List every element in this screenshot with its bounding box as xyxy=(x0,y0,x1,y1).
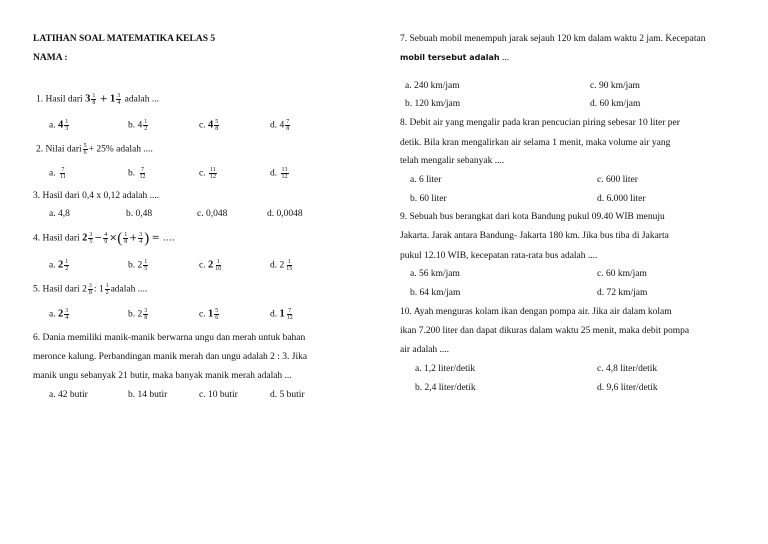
q4-option-b: b. 2 $\frac{1}{5}$ xyxy=(128,259,148,272)
q3-option-a: a. 4,8 xyxy=(49,209,70,219)
q5-option-d: d. 1 $\frac{7}{12}$ xyxy=(270,308,293,321)
question-1: 1. Hasil dari 3 $\frac{1}{8}$ + 1 $\frac{3}{4}$ adalah ... xyxy=(36,93,159,106)
q9-option-c: c. 60 km/jam xyxy=(597,269,647,279)
question-8-line-3: telah mengalir sebanyak .... xyxy=(400,156,505,166)
question-6-line-3: manik ungu sebanyak 21 butir, maka banyak manik merah adalah ... xyxy=(33,371,292,381)
q5-option-a: a. 2 $\frac{3}{4}$ xyxy=(49,308,69,321)
q9-option-d: d. 72 km/jam xyxy=(597,288,648,298)
q7-option-a: a. 240 km/jam xyxy=(405,81,460,91)
q7-option-d: d. 60 km/jam xyxy=(590,99,641,109)
q3-option-b: b. 0,48 xyxy=(126,209,153,219)
q1-option-c: c. 4 $\frac{5}{8}$ xyxy=(199,119,219,132)
name-label: NAMA : xyxy=(33,53,68,63)
question-6-line-2: meronce kalung. Perbandingan manik merah dan ungu adalah 2 : 3. Jika xyxy=(33,352,308,362)
q7-option-c: c. 90 km/jam xyxy=(590,81,640,91)
question-8-line-2: detik. Bila kran mengalirkan air selama 1 menit, maka volume air yang xyxy=(400,138,671,148)
q7-option-b: b. 120 km/jam xyxy=(405,99,461,109)
question-6-line-1: 6. Dania memiliki manik-manik berwarna ungu dan merah untuk bahan xyxy=(33,333,306,343)
q9-option-b: b. 64 km/jam xyxy=(410,288,461,298)
q10-option-a: a. 1,2 liter/detik xyxy=(415,364,476,374)
question-4: 4. Hasil dari 2 $\frac{3}{5}$ − $\frac{4}{9}$ ×( $\frac{1}{8}$ + $\frac{3}{4}$ ) = .... xyxy=(33,230,175,247)
q1-option-d: d. 4 $\frac{7}{8}$ xyxy=(270,119,290,132)
q4-option-c: c. 2 $\frac{1}{10}$ xyxy=(199,259,222,272)
q2-option-a: a. $\frac{7}{11}$ xyxy=(49,167,66,180)
question-7-line-1: 7. Sebuah mobil menempuh jarak sejauh 120 km dalam waktu 2 jam. Kecepatan xyxy=(400,34,706,44)
q1-option-b: b. 4 $\frac{1}{2}$ xyxy=(128,119,148,132)
q6-option-b: b. 14 butir xyxy=(128,390,168,400)
q1-option-a: a. 4 $\frac{1}{3}$ xyxy=(49,119,69,132)
q8-option-a: a. 6 liter xyxy=(410,175,442,185)
q10-option-d: d. 9,6 liter/detik xyxy=(597,383,658,393)
question-8-line-1: 8. Debit air yang mengalir pada kran pencucian piring sebesar 10 liter per xyxy=(400,118,680,128)
q2-option-c: c. $\frac{11}{12}$ xyxy=(199,167,216,180)
q5-option-b: b. 2 $\frac{3}{8}$ xyxy=(128,308,148,321)
q4-option-d: d. 2 $\frac{1}{15}$ xyxy=(270,259,293,272)
question-9-line-3: pukul 12.10 WIB, kecepatan rata-rata bus adalah .... xyxy=(400,251,598,261)
q8-option-c: c. 600 liter xyxy=(597,175,638,185)
question-7-line-2: mobil tersebut adalah ... xyxy=(400,53,510,63)
page-title: LATIHAN SOAL MATEMATIKA KELAS 5 xyxy=(33,34,216,44)
q10-option-b: b. 2,4 liter/detik xyxy=(415,383,476,393)
q2-option-d: d. $\frac{13}{12}$ xyxy=(270,167,288,180)
question-10-line-3: air adalah .... xyxy=(400,345,450,355)
q8-option-d: d. 6.000 liter xyxy=(597,194,646,204)
q6-option-a: a. 42 butir xyxy=(49,390,88,400)
q6-option-c: c. 10 butir xyxy=(199,390,238,400)
question-3: 3. Hasil dari 0,4 x 0,12 adalah .... xyxy=(33,191,160,201)
q5-option-c: c. 1 $\frac{5}{6}$ xyxy=(199,308,219,321)
question-10-line-1: 10. Ayah menguras kolam ikan dengan pompa air. Jika air dalam kolam xyxy=(400,307,672,317)
question-9-line-2: Jakarta. Jarak antara Bandung- Jakarta 180 km. Jika bus tiba di Jakarta xyxy=(400,231,669,241)
question-9-line-1: 9. Sebuah bus berangkat dari kota Bandung pukul 09.40 WIB menuju xyxy=(400,212,665,222)
q3-option-c: c. 0,048 xyxy=(197,209,228,219)
q10-option-c: c. 4,8 liter/detik xyxy=(597,364,658,374)
q9-option-a: a. 56 km/jam xyxy=(410,269,460,279)
q6-option-d: d. 5 butir xyxy=(270,390,305,400)
q4-option-a: a. 2 $\frac{1}{2}$ xyxy=(49,259,69,272)
question-2: 2. Nilai dari $\frac{5}{6}$ + 25% adalah .... xyxy=(36,143,153,156)
question-5: 5. Hasil dari 2 $\frac{3}{8}$ : 1 $\frac{1}{2}$ adalah .... xyxy=(33,283,148,296)
q2-option-b: b. $\frac{7}{12}$ xyxy=(128,167,146,180)
q3-option-d: d. 0,0048 xyxy=(267,209,303,219)
q8-option-b: b. 60 liter xyxy=(410,194,447,204)
question-10-line-2: ikan 7.200 liter dan dapat dikuras dalam waktu 25 menit, maka debit pompa xyxy=(400,326,690,336)
